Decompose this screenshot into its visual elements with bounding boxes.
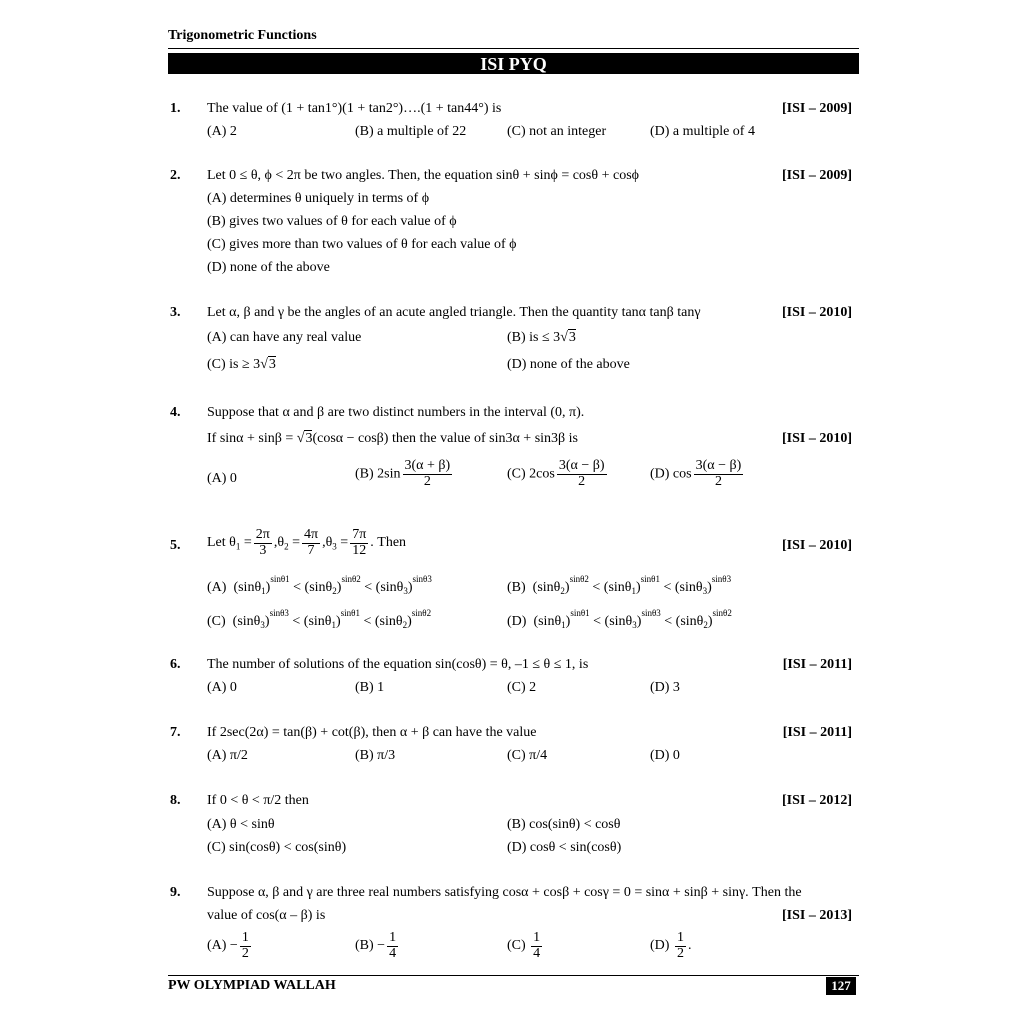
- exam-tag: [ISI – 2012]: [781, 793, 852, 808]
- exam-tag: [ISI – 2010]: [781, 305, 852, 320]
- option-b: (B) is ≤ 3√3: [507, 330, 576, 345]
- question-text: Let $\theta_1$ = $\frac{2\pi}{3}$ $,\theta_2$ = $\frac{4\pi}{7}$ $,\theta_3$ = $\frac{7\pi}{12}$ . Then: [207, 527, 407, 558]
- question-number: 8.: [170, 793, 181, 808]
- option-c: (C) sin(cosθ) < cos(sinθ): [207, 840, 347, 855]
- option-b: (B) a multiple of 22: [355, 124, 467, 139]
- question-text-line2: If sinα + sinβ = √3(cosα − cosβ) then the value of sin3α + sin3β is: [207, 431, 578, 446]
- option-d: (D) a multiple of 4: [650, 124, 755, 139]
- option-b: (B) 2sin $\frac{3(\alpha + \beta)}{2}$: [355, 458, 451, 489]
- question-text-line2: value of cos(α – β) is: [207, 908, 326, 923]
- exam-tag: [ISI – 2011]: [782, 657, 852, 672]
- option-c: (C) 2: [507, 680, 537, 695]
- option-d: (D) cosθ < sin(cosθ): [507, 840, 622, 855]
- option-b: (B) gives two values of θ for each value of ϕ: [207, 214, 457, 229]
- question-number: 1.: [170, 101, 181, 116]
- option-d: (D) 0: [650, 748, 680, 763]
- question-number: 6.: [170, 657, 181, 672]
- question-text: Let α, β and γ be the angles of an acute angled triangle. Then the quantity tanα tanβ tanγ: [207, 305, 701, 320]
- option-a: (A) − $\frac{1}{2}$: [207, 930, 249, 961]
- option-b: (B) π/3: [355, 748, 396, 763]
- option-c: (C) is ≥ 3√3: [207, 357, 276, 372]
- question-number: 2.: [170, 168, 181, 183]
- question-text: If 0 < θ < π/2 then: [207, 793, 309, 808]
- option-d: (D) $(\sin\theta_1)^{sin\theta 1} < (\sin\theta_3)^{sin\theta 3} < (\sin\theta_2)^{sin\theta 2}$: [507, 608, 732, 630]
- footer-rule: [168, 975, 859, 976]
- option-a: (A) determines θ uniquely in terms of ϕ: [207, 191, 430, 206]
- option-a: (A) 0: [207, 471, 237, 486]
- option-a: (A) $(\sin\theta_1)^{sin\theta 1} < (\sin\theta_2)^{sin\theta 2} < (\sin\theta_3)^{sin\theta 3}$: [207, 574, 432, 596]
- section-banner: ISI PYQ: [168, 53, 859, 74]
- fraction: $\frac{3(\alpha - \beta)}{2}$: [558, 458, 605, 489]
- exam-tag: [ISI – 2009]: [781, 168, 852, 183]
- exam-tag: [ISI – 2009]: [781, 101, 852, 116]
- question-text: Suppose α, β and γ are three real numbers satisfying cosα + cosβ + cosγ = 0 = sinα + sinβ + sinγ. Then the: [207, 885, 802, 900]
- question-number: 5.: [170, 538, 181, 553]
- fraction: $\frac{3(\alpha + \beta)}{2}$: [404, 458, 451, 489]
- option-d: (D) 3: [650, 680, 680, 695]
- fraction: $\frac{3(\alpha - \beta)}{2}$: [695, 458, 742, 489]
- exam-tag: [ISI – 2011]: [782, 725, 852, 740]
- option-b: (B) − $\frac{1}{4}$: [355, 930, 397, 961]
- option-c: (C) 2cos $\frac{3(\alpha - \beta)}{2}$: [507, 458, 605, 489]
- exam-tag: [ISI – 2013]: [781, 908, 852, 923]
- question-number: 7.: [170, 725, 181, 740]
- option-a: (A) 2: [207, 124, 237, 139]
- chapter-title: Trigonometric Functions: [168, 28, 317, 43]
- question-text: If 2sec(2α) = tan(β) + cot(β), then α + β can have the value: [207, 725, 537, 740]
- page-number: 127: [826, 977, 856, 995]
- question-number: 9.: [170, 885, 181, 900]
- question-text: Let 0 ≤ θ, ϕ < 2π be two angles. Then, the equation sinθ + sinϕ = cosθ + cosϕ: [207, 168, 640, 183]
- option-c: (C) gives more than two values of θ for each value of ϕ: [207, 237, 517, 252]
- option-b: (B) $(\sin\theta_2)^{sin\theta 2} < (\sin\theta_1)^{sin\theta 1} < (\sin\theta_3)^{sin\theta 3}$: [507, 574, 732, 596]
- option-a: (A) can have any real value: [207, 330, 362, 345]
- question-text: The number of solutions of the equation sin(cosθ) = θ, –1 ≤ θ ≤ 1, is: [207, 657, 589, 672]
- option-d: (D) none of the above: [507, 357, 630, 372]
- option-c: (C) $(\sin\theta_3)^{sin\theta 3} < (\sin\theta_1)^{sin\theta 1} < (\sin\theta_2)^{sin\theta 2}$: [207, 608, 432, 630]
- option-d: (D) $\frac{1}{2}$ .: [650, 930, 692, 961]
- option-a: (A) θ < sinθ: [207, 817, 275, 832]
- exam-tag: [ISI – 2010]: [781, 431, 852, 446]
- question-text: The value of (1 + tan1°)(1 + tan2°)….(1 + tan44°) is: [207, 101, 502, 116]
- option-a: (A) 0: [207, 680, 237, 695]
- exam-tag: [ISI – 2010]: [781, 538, 852, 553]
- question-number: 3.: [170, 305, 181, 320]
- header-rule: [168, 48, 859, 49]
- option-d: (D) none of the above: [207, 260, 330, 275]
- question-text: Suppose that α and β are two distinct numbers in the interval (0, π).: [207, 405, 585, 420]
- option-c: (C) $\frac{1}{4}$: [507, 930, 541, 961]
- question-number: 4.: [170, 405, 181, 420]
- option-b: (B) cos(sinθ) < cosθ: [507, 817, 621, 832]
- option-c: (C) not an integer: [507, 124, 607, 139]
- option-a: (A) π/2: [207, 748, 248, 763]
- publisher-name: PW OLYMPIAD WALLAH: [168, 978, 336, 993]
- option-d: (D) cos $\frac{3(\alpha - \beta)}{2}$: [650, 458, 742, 489]
- option-c: (C) π/4: [507, 748, 548, 763]
- option-b: (B) 1: [355, 680, 385, 695]
